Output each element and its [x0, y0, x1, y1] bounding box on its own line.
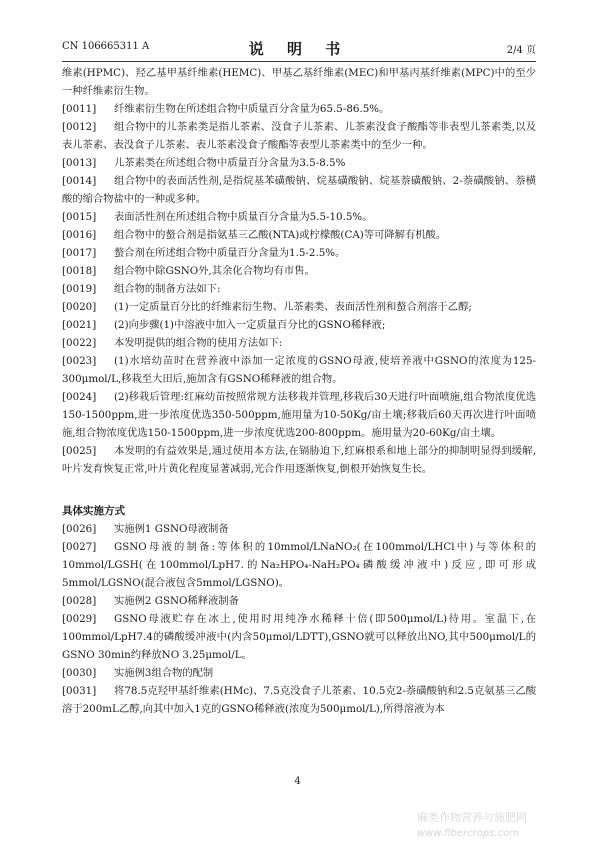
paragraph [62, 442, 536, 478]
document-title: 说 明 书 [248, 40, 350, 58]
paragraph-number: [0023] [62, 355, 97, 367]
paragraph-text: 维素(HPMC)、羟乙基甲基纤维素(HEMC)、甲基乙基纤维素(MEC)和甲基丙基纤维素(MPC)中的至少一种纤维素衍生物。 [62, 67, 536, 97]
paragraph-text: 组合物的制备方法如下: [114, 283, 221, 295]
header-rule [62, 61, 536, 62]
paragraph-number: [0017] [62, 247, 97, 259]
paragraph-text: 组合物中的儿茶素类是指儿茶素、没食子儿茶素、儿茶素没食子酸酯等非表型儿茶素类,以及表儿茶素、表没食子儿茶素、表儿茶素没食子酸酯等表型儿茶素类中的至少一种。 [62, 121, 536, 151]
paragraph [62, 172, 536, 208]
paragraph-text: 实施例2 GSNO稀释液制备 [114, 595, 239, 607]
paragraph-number: [0022] [62, 337, 97, 349]
paragraph [62, 664, 536, 682]
paragraph-number: [0018] [62, 265, 97, 277]
paragraph [62, 226, 536, 244]
paragraph-number: [0014] [62, 175, 97, 187]
paragraph [62, 64, 536, 100]
paragraph-number: [0015] [62, 211, 97, 223]
paragraph-number: [0024] [62, 391, 97, 403]
paragraph [62, 208, 536, 226]
paragraph-text: 儿茶素类在所述组合物中质量百分含量为3.5-8.5% [114, 157, 346, 169]
paragraph [62, 520, 536, 538]
paragraph-number: [0028] [62, 595, 97, 607]
paragraph-group-2 [62, 520, 536, 718]
paragraph-text: (1)一定质量百分比的纤维素衍生物、儿茶素类、表面活性剂和螯合剂溶于乙醇; [114, 301, 472, 313]
paragraph [62, 100, 536, 118]
paragraph [62, 538, 536, 592]
paragraph-text: 组合物中的表面活性剂,是指烷基苯磺酸钠、烷基磺酸钠、烷基萘磺酸钠、2-萘磺酸钠、萘横酸的缩合物盐中的一种或多种。 [62, 175, 536, 205]
paragraph-number: [0021] [62, 319, 97, 331]
paragraph [62, 388, 536, 442]
section-title: 具体实施方式 [62, 505, 125, 517]
paragraph-number: [0026] [62, 523, 97, 535]
paragraph [62, 244, 536, 262]
paragraph [62, 316, 536, 334]
paragraph-text: GSNO母液贮存在冰上,使用时用纯净水稀释十倍(即500μmol/L)待用。室温下,在100mmol/LpH7.4的磷酸缓冲液中(内含50μmol/LDTT),GSNO就可以释放出NO,其中500μmol/L的GSNO 30min约释放NO 3.25μmol/L。 [62, 613, 536, 661]
paragraph-number: [0029] [62, 613, 97, 625]
paragraph-text: (2)向步骤(1)中溶液中加入一定质量百分比的GSNO稀释液; [114, 319, 386, 331]
paragraph-text: 实施例3组合物的配制 [114, 667, 214, 679]
paragraph-text: 组合物中的螯合剂是指氨基三乙酸(NTA)或柠檬酸(CA)等可降解有机酸。 [114, 229, 447, 241]
paragraph-text: 实施例1 GSNO母液制备 [114, 523, 229, 535]
paragraph-text: 组合物中除GSNO外,其余化合物均有市售。 [114, 265, 315, 277]
paragraph-text: (2)移栽后管理:红麻幼苗按照常规方法移栽并管理,移栽后30天进行叶面喷施,组合物浓度优选150-1500ppm,进一步浓度优选350-500ppm,施用量为10-50Kg/亩土壤;移栽后60天再次进行叶面喷施,组合物浓度优选150-1500ppm,进一步浓度优选200-800ppm。施用量为20-60Kg/亩土壤。 [62, 391, 536, 439]
watermark-logo [417, 808, 577, 840]
paragraph-text: 表面活性剂在所述组合物中质量百分含量为5.5-10.5%。 [114, 211, 373, 223]
paragraph [62, 262, 536, 280]
page-number: 4 [294, 776, 301, 787]
paragraph [62, 592, 536, 610]
paragraph [62, 280, 536, 298]
paragraph-number: [0025] [62, 445, 97, 457]
page-header [62, 38, 536, 58]
paragraph-number: [0019] [62, 283, 97, 295]
paragraph-number: [0031] [62, 685, 97, 697]
watermark-line2: www.fibercrops.com [417, 828, 519, 839]
paragraph-number: [0016] [62, 229, 97, 241]
paragraph-text: 本发明的有益效果是,通过使用本方法,在镉胁迫下,红麻根系和地上部分的抑制明显得到缓解,叶片发育恢复正常,叶片黄化程度显著减弱,光合作用逐渐恢复,倒根开始恢复生长。 [62, 445, 536, 475]
paragraph-text: GSNO母液的制备:等体积的10mmol/LNaNO₂(在100mmol/LHCl中)与等体积的10mmol/LGSH(在100mmol/LpH7.的Na₂HPO₄-NaH₂PO₄磷酸缓冲液中)反应,即可形成5mmol/LGSNO(混合液包含5mmol/LGSNO)。 [62, 541, 536, 589]
paragraph-text: 纤维素衍生物在所述组合物中质量百分含量为65.5-86.5%。 [114, 103, 390, 115]
paragraph [62, 154, 536, 172]
paragraph-number: [0030] [62, 667, 97, 679]
watermark-line1: 麻类作物营养与施肥网 [417, 811, 527, 824]
paragraph [62, 610, 536, 664]
paragraph-number: [0012] [62, 121, 97, 133]
paragraph-number: [0013] [62, 157, 97, 169]
paragraph-number: [0011] [62, 103, 97, 115]
paragraph [62, 118, 536, 154]
paragraph-number: [0020] [62, 301, 97, 313]
paragraph-text: 将78.5克羟甲基纤维素(HMc)、7.5克没食子儿茶素、10.5克2-萘磺酸钠和2.5克氨基三乙酸溶于200mL乙醇,向其中加入1克的GSNO稀释液(浓度为500μmol/L),所得溶液为本 [62, 685, 536, 715]
paragraph [62, 334, 536, 352]
paragraph-text: (1)水培幼苗时在营养液中添加一定浓度的GSNO母液,使培养液中GSNO的浓度为125-300μmol/L,移栽至大田后,施加含有GSNO稀释液的组合物。 [62, 355, 536, 385]
paragraph-text: 本发明提供的组合物的使用方法如下: [114, 337, 283, 349]
paragraph-group-1 [62, 64, 536, 478]
paragraph [62, 298, 536, 316]
paragraph-number: [0027] [62, 541, 97, 553]
paragraph-text: 螯合剂在所述组合物中质量百分含量为1.5-2.5%。 [114, 247, 346, 259]
page-indicator: 2/4 页 [506, 45, 536, 56]
paragraph [62, 682, 536, 718]
document-body [62, 64, 536, 718]
document-number: CN 106665311 A [62, 41, 150, 52]
paragraph [62, 352, 536, 388]
